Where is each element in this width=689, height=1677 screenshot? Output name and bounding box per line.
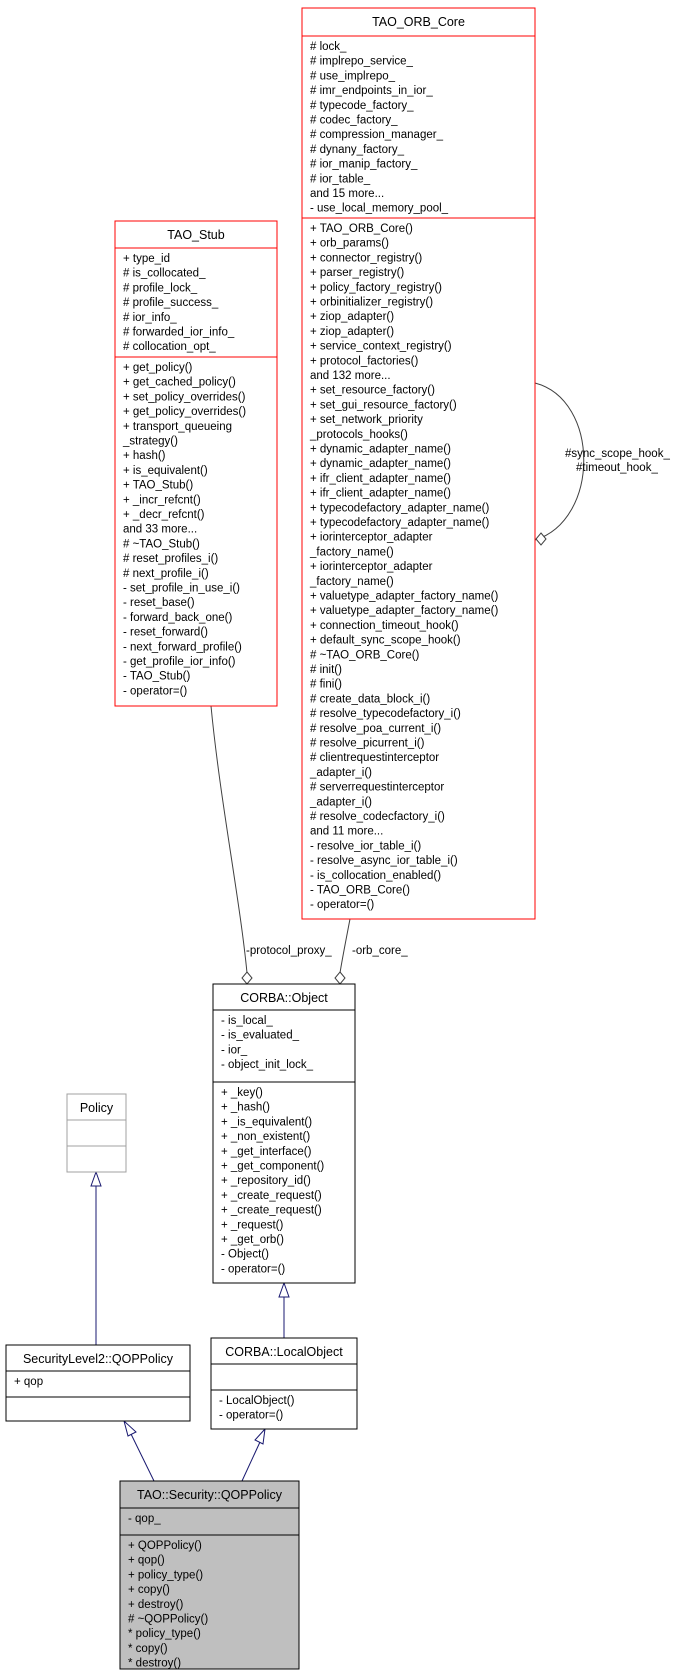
class-name: TAO::Security::QOPPolicy xyxy=(137,1488,282,1502)
class-operation: + dynamic_adapter_name() xyxy=(310,458,451,471)
class-operation: + hash() xyxy=(123,450,166,463)
class-operation: + _get_component() xyxy=(221,1160,325,1173)
class-operation: + _create_request() xyxy=(221,1204,322,1217)
class-box-corba-local-object xyxy=(211,1338,357,1429)
class-operation: # next_profile_i() xyxy=(123,567,209,580)
inheritance-triangle-icon xyxy=(124,1421,136,1436)
class-operation: + get_policy_overrides() xyxy=(123,406,247,419)
class-operation: # resolve_codecfactory_i() xyxy=(310,811,445,823)
class-attribute: # lock_ xyxy=(310,41,347,53)
class-operation: + _is_equivalent() xyxy=(221,1116,313,1129)
class-operation: + transport_queueing xyxy=(123,420,233,433)
class-box-tao-stub xyxy=(115,221,277,706)
class-operation: _factory_name() xyxy=(310,575,394,588)
class-operation: + valuetype_adapter_factory_name() xyxy=(310,605,499,618)
inheritance-edge-qop xyxy=(131,1434,154,1481)
class-operation: + connection_timeout_hook() xyxy=(310,619,459,632)
class-operation: + orbinitializer_registry() xyxy=(310,296,434,309)
class-operation: # fini() xyxy=(310,678,342,691)
class-attribute: + type_id xyxy=(123,253,170,265)
class-operation: - operator=() xyxy=(123,685,188,698)
class-box-security-qop-policy xyxy=(6,1345,190,1421)
class-attribute: - qop_ xyxy=(128,1513,161,1525)
class-operation: + service_context_registry() xyxy=(310,340,452,353)
class-operation: - set_profile_in_use_i() xyxy=(123,582,240,595)
class-operation: # ~QOPPolicy() xyxy=(128,1613,209,1626)
edge-label-timeout-hook: #timeout_hook_ xyxy=(576,462,658,474)
class-attribute: - object_init_lock_ xyxy=(221,1059,314,1072)
class-operation: # create_data_block_i() xyxy=(310,693,431,706)
class-operation: # init() xyxy=(310,664,342,676)
class-operation: - resolve_async_ior_table_i() xyxy=(310,855,458,868)
class-box-tao-orb-core xyxy=(302,8,535,919)
class-attribute: # profile_lock_ xyxy=(123,282,198,295)
class-operation: + connector_registry() xyxy=(310,252,423,265)
edge-label-orb-core: -orb_core_ xyxy=(352,945,408,957)
class-attribute: - ior_ xyxy=(221,1044,248,1057)
class-operation: and 33 more... xyxy=(123,523,198,536)
class-attribute: # implrepo_service_ xyxy=(310,55,413,68)
class-operation: + ziop_adapter() xyxy=(310,325,395,338)
class-operation: + TAO_ORB_Core() xyxy=(310,223,413,235)
class-operation: + _incr_refcnt() xyxy=(123,494,201,507)
class-box-tao-security-qop-policy xyxy=(120,1481,299,1670)
class-attribute: # ior_manip_factory_ xyxy=(310,158,418,171)
class-attribute: # forwarded_ior_info_ xyxy=(123,326,235,339)
class-operation: # reset_profiles_i() xyxy=(123,553,219,566)
class-attribute: # imr_endpoints_in_ior_ xyxy=(310,85,433,98)
class-attribute: + qop xyxy=(14,1376,44,1388)
class-operation: + qop() xyxy=(128,1554,165,1567)
class-operation: - resolve_ior_table_i() xyxy=(310,840,422,853)
class-operation: + _get_interface() xyxy=(221,1145,312,1158)
class-attribute: # ior_info_ xyxy=(123,311,177,324)
class-operation: + _key() xyxy=(221,1087,263,1099)
class-operation: + typecodefactory_adapter_name() xyxy=(310,502,490,515)
class-operation: + get_cached_policy() xyxy=(123,376,236,389)
class-operation: - get_profile_ior_info() xyxy=(123,656,236,668)
class-operation: + set_gui_resource_factory() xyxy=(310,399,457,412)
class-operation: + ifr_client_adapter_name() xyxy=(310,472,451,485)
class-attribute: - is_local_ xyxy=(221,1015,273,1027)
class-operation: + protocol_factories() xyxy=(310,355,419,368)
class-operation: * destroy() xyxy=(128,1657,182,1670)
class-operation: + destroy() xyxy=(128,1598,184,1611)
class-operation: # resolve_typecodefactory_i() xyxy=(310,708,461,721)
class-attribute: - use_local_memory_pool_ xyxy=(310,202,449,215)
class-operation: # clientrequestinterceptor xyxy=(310,752,440,765)
class-operation: + iorinterceptor_adapter xyxy=(310,531,433,544)
class-operation: - reset_base() xyxy=(123,597,195,610)
class-attribute: - is_evaluated_ xyxy=(221,1029,299,1042)
class-operation: - Object() xyxy=(221,1248,269,1261)
class-operation: + _hash() xyxy=(221,1101,270,1114)
class-attribute: # codec_factory_ xyxy=(310,114,398,127)
orb-core-edge xyxy=(340,919,350,973)
class-operation: + _non_existent() xyxy=(221,1131,311,1144)
class-name: TAO_Stub xyxy=(167,228,225,242)
class-attribute: # dynany_factory_ xyxy=(310,143,404,156)
class-box-policy xyxy=(67,1094,126,1172)
inheritance-triangle-icon xyxy=(255,1429,265,1444)
class-operation: + TAO_Stub() xyxy=(123,479,194,492)
class-operation: - reset_forward() xyxy=(123,626,208,639)
class-operation: + ifr_client_adapter_name() xyxy=(310,487,451,500)
class-box-corba-object xyxy=(213,984,355,1283)
class-name: SecurityLevel2::QOPPolicy xyxy=(22,1352,174,1366)
edge-label-protocol-proxy: -protocol_proxy_ xyxy=(246,945,332,957)
class-operation: + is_equivalent() xyxy=(123,464,208,477)
class-operation: - is_collocation_enabled() xyxy=(310,869,442,882)
aggregation-diamond-icon xyxy=(335,972,345,984)
class-operation: + orb_params() xyxy=(310,237,389,250)
inheritance-edge-local xyxy=(242,1442,260,1481)
aggregation-diamond-icon xyxy=(242,972,252,984)
class-operation: _adapter_i() xyxy=(310,796,373,809)
class-operation: _adapter_i() xyxy=(310,766,373,779)
protocol-proxy-edge xyxy=(211,706,247,973)
class-operation: + valuetype_adapter_factory_name() xyxy=(310,590,499,603)
class-operation: + ziop_adapter() xyxy=(310,311,395,324)
class-operation: _strategy() xyxy=(123,435,178,448)
class-name: Policy xyxy=(79,1101,114,1115)
class-name: CORBA::Object xyxy=(240,991,328,1005)
class-attribute: # collocation_opt_ xyxy=(123,341,216,354)
class-operation: _factory_name() xyxy=(310,546,394,559)
class-operation: - TAO_ORB_Core() xyxy=(310,884,410,897)
class-attribute: # use_implrepo_ xyxy=(310,70,396,83)
class-operation: _protocols_hooks() xyxy=(310,428,408,441)
class-attribute: # profile_success_ xyxy=(123,297,219,310)
class-operation: + get_policy() xyxy=(123,362,193,374)
class-operation: + _get_orb() xyxy=(221,1234,284,1246)
class-operation: + iorinterceptor_adapter xyxy=(310,561,433,574)
class-attribute: # is_collocated_ xyxy=(123,267,206,280)
class-operation: + policy_type() xyxy=(128,1569,204,1582)
class-operation: + copy() xyxy=(128,1584,170,1597)
class-boxes xyxy=(6,8,535,1670)
class-operation: - operator=() xyxy=(310,899,375,912)
class-operation: * policy_type() xyxy=(128,1628,201,1641)
class-operation: * copy() xyxy=(128,1642,168,1655)
class-operation: - forward_back_one() xyxy=(123,611,233,624)
class-operation: + set_policy_overrides() xyxy=(123,391,246,404)
inheritance-triangle-icon xyxy=(279,1283,289,1297)
class-operation: - next_forward_profile() xyxy=(123,641,242,654)
class-operation: + typecodefactory_adapter_name() xyxy=(310,517,490,529)
class-operation: - operator=() xyxy=(219,1409,284,1422)
class-operation: - operator=() xyxy=(221,1263,286,1276)
aggregation-diamond-icon xyxy=(536,533,546,545)
class-operation: + _request() xyxy=(221,1219,284,1232)
class-operation: # serverrequestinterceptor xyxy=(310,781,445,794)
class-operation: # ~TAO_Stub() xyxy=(123,538,200,551)
class-operation: + set_network_priority xyxy=(310,414,423,427)
class-operation: + _create_request() xyxy=(221,1189,322,1202)
edge-label-sync-scope-hook: #sync_scope_hook_ xyxy=(565,448,670,460)
inheritance-triangle-icon xyxy=(91,1172,101,1186)
class-attribute: and 15 more... xyxy=(310,188,385,200)
class-operation: + _repository_id() xyxy=(221,1175,311,1188)
class-operation: + default_sync_scope_hook() xyxy=(310,634,461,647)
class-name: CORBA::LocalObject xyxy=(225,1345,343,1359)
class-operation: + parser_registry() xyxy=(310,267,405,280)
class-operation: + _decr_refcnt() xyxy=(123,509,205,521)
class-operation: - LocalObject() xyxy=(219,1395,295,1407)
class-name: TAO_ORB_Core xyxy=(372,15,465,29)
class-operation: - TAO_Stub() xyxy=(123,670,191,683)
class-operation: and 132 more... xyxy=(310,370,391,382)
class-operation: and 11 more... xyxy=(310,825,384,838)
class-operation: + dynamic_adapter_name() xyxy=(310,443,451,456)
class-attribute: # typecode_factory_ xyxy=(310,99,414,112)
class-operation: # resolve_picurrent_i() xyxy=(310,737,425,750)
class-operation: + QOPPolicy() xyxy=(128,1540,202,1552)
class-operation: + set_resource_factory() xyxy=(310,384,435,397)
class-operation: # resolve_poa_current_i() xyxy=(310,722,442,735)
class-attribute: # compression_manager_ xyxy=(310,129,443,142)
class-operation: # ~TAO_ORB_Core() xyxy=(310,649,420,662)
class-operation: + policy_factory_registry() xyxy=(310,281,442,294)
class-attribute: # ior_table_ xyxy=(310,173,371,186)
